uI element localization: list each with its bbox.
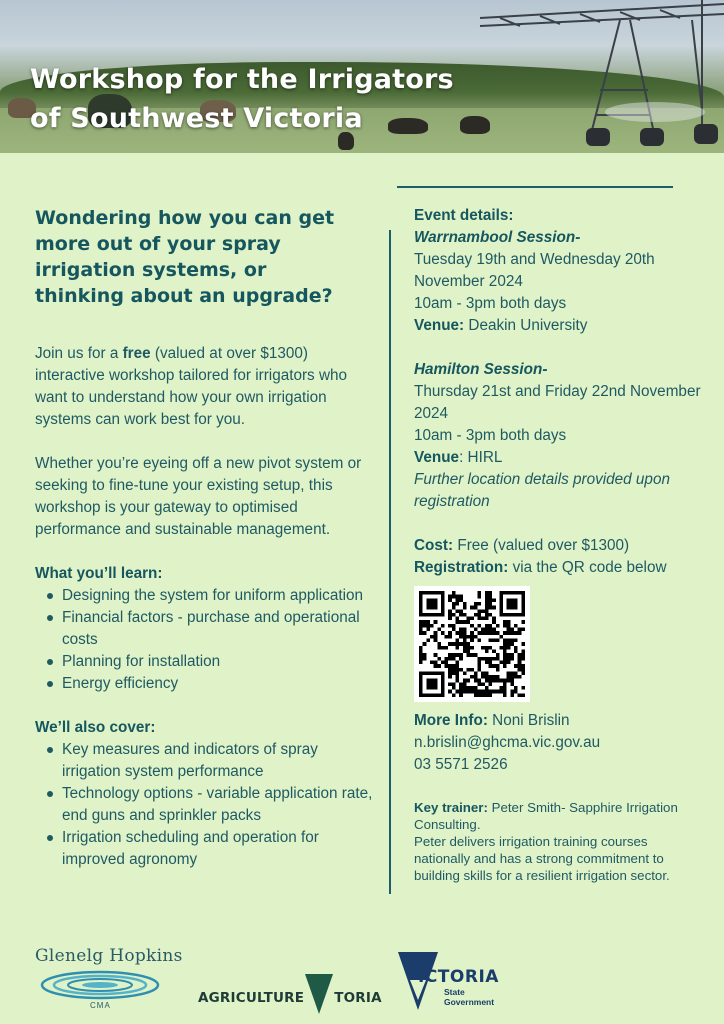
hamilton-dates: Thursday 21st and Friday 22nd November 2024 bbox=[414, 383, 701, 422]
contact-phone[interactable]: 03 5571 2526 bbox=[414, 756, 508, 773]
registration-label: Registration: bbox=[414, 559, 509, 576]
cost-value: Free (valued over $1300) bbox=[453, 537, 630, 554]
lead-question bbox=[35, 205, 380, 309]
hamilton-venue bbox=[414, 447, 704, 469]
title-line-2: of Southwest Victoria bbox=[30, 103, 363, 134]
state-government-text bbox=[444, 987, 494, 1007]
hero-banner bbox=[0, 0, 724, 153]
registration-value: via the QR code below bbox=[508, 559, 667, 576]
trainer-name: Peter Smith- Sapphire Irrigation Consulting. bbox=[414, 800, 678, 832]
learn-heading: What you’ll learn: bbox=[35, 565, 163, 582]
left-column bbox=[35, 205, 380, 871]
more-info-label: More Info: bbox=[414, 712, 488, 729]
page-title bbox=[30, 60, 454, 138]
glenelg-hopkins-cma-text: CMA bbox=[90, 1001, 111, 1010]
registration-qr-code[interactable] bbox=[414, 586, 530, 702]
event-details bbox=[414, 205, 704, 579]
ag-vic-text-left: AGRICULTURE bbox=[198, 990, 305, 1006]
cover-heading: We’ll also cover: bbox=[35, 719, 156, 736]
state-text: State bbox=[444, 987, 465, 997]
lead-line: Wondering how you can get bbox=[35, 207, 335, 229]
learn-list bbox=[35, 585, 380, 695]
warrnambool-title: Warrnambool Session- bbox=[414, 229, 581, 246]
list-item: Designing the system for uniform application bbox=[35, 585, 380, 607]
list-item: Energy efficiency bbox=[35, 673, 380, 695]
second-paragraph: Whether you’re eyeing off a new pivot system or seeking to fine-tune your existing setup, this workshop is your gateway to optimised performance and sustainable management. bbox=[35, 455, 362, 538]
venue-label: Venue: bbox=[414, 317, 465, 334]
trainer-label: Key trainer: bbox=[414, 800, 488, 815]
glenelg-hopkins-logo-icon bbox=[40, 970, 160, 1000]
glenelg-hopkins-logo-text: Glenelg Hopkins bbox=[35, 946, 183, 966]
cost bbox=[414, 535, 704, 557]
agriculture-victoria-logo bbox=[198, 972, 382, 1016]
cover-list bbox=[35, 739, 380, 871]
top-divider bbox=[397, 186, 673, 188]
lead-line: more out of your spray bbox=[35, 233, 281, 255]
venue-label: Venue bbox=[414, 449, 460, 466]
registration bbox=[414, 557, 704, 579]
qr-code-icon bbox=[419, 591, 525, 697]
intro-free: free bbox=[122, 345, 151, 362]
list-item: Technology options - variable application rate, end guns and sprinkler packs bbox=[35, 783, 380, 827]
intro-text: Join us for a bbox=[35, 345, 123, 362]
footer-logos bbox=[0, 940, 724, 1024]
hamilton-times: 10am - 3pm both days bbox=[414, 427, 567, 444]
lead-line: thinking about an upgrade? bbox=[35, 285, 333, 307]
trainer bbox=[414, 799, 704, 833]
government-text: Government bbox=[444, 997, 495, 1007]
list-item: Key measures and indicators of spray irrigation system performance bbox=[35, 739, 380, 783]
trainer-info bbox=[414, 799, 704, 884]
ag-vic-text-right: TORIA bbox=[334, 990, 382, 1006]
contact-email[interactable]: n.brislin@ghcma.vic.gov.au bbox=[414, 734, 601, 751]
location-note: Further location details provided upon registration bbox=[414, 471, 670, 510]
warrnambool-dates: Tuesday 19th and Wednesday 20th November 2024 bbox=[414, 251, 655, 290]
venue-value: Deakin University bbox=[464, 317, 588, 334]
more-info bbox=[414, 710, 704, 732]
list-item: Financial factors - purchase and operational costs bbox=[35, 607, 380, 651]
victoria-logo-text: ICTORIA bbox=[418, 967, 499, 987]
lead-line: irrigation systems, or bbox=[35, 259, 267, 281]
cost-label: Cost: bbox=[414, 537, 454, 554]
title-line-1: Workshop for the Irrigators bbox=[30, 64, 454, 95]
right-column bbox=[414, 205, 704, 884]
center-pivot-icon bbox=[440, 0, 724, 153]
warrnambool-times: 10am - 3pm both days bbox=[414, 295, 567, 312]
hamilton-note bbox=[414, 469, 704, 513]
event-heading: Event details: bbox=[414, 207, 514, 224]
contact-info bbox=[414, 710, 704, 776]
list-item: Planning for installation bbox=[35, 651, 380, 673]
trainer-bio: Peter delivers irrigation training courses nationally and has a strong commitment to building skills for a resilient irrigation sector. bbox=[414, 834, 670, 883]
hamilton-title: Hamilton Session- bbox=[414, 361, 548, 378]
venue-value: : HIRL bbox=[459, 449, 503, 466]
contact-name: Noni Brislin bbox=[487, 712, 570, 729]
warrnambool-venue bbox=[414, 315, 704, 337]
intro-text-rest: (valued at over $1300) interactive workshop tailored for irrigators who want to understand how your own irrigation systems can work best for you. bbox=[35, 345, 348, 428]
intro-paragraph bbox=[35, 343, 380, 431]
list-item: Irrigation scheduling and operation for improved agronomy bbox=[35, 827, 380, 871]
victoria-v-icon bbox=[304, 972, 334, 1016]
column-divider bbox=[389, 230, 391, 894]
